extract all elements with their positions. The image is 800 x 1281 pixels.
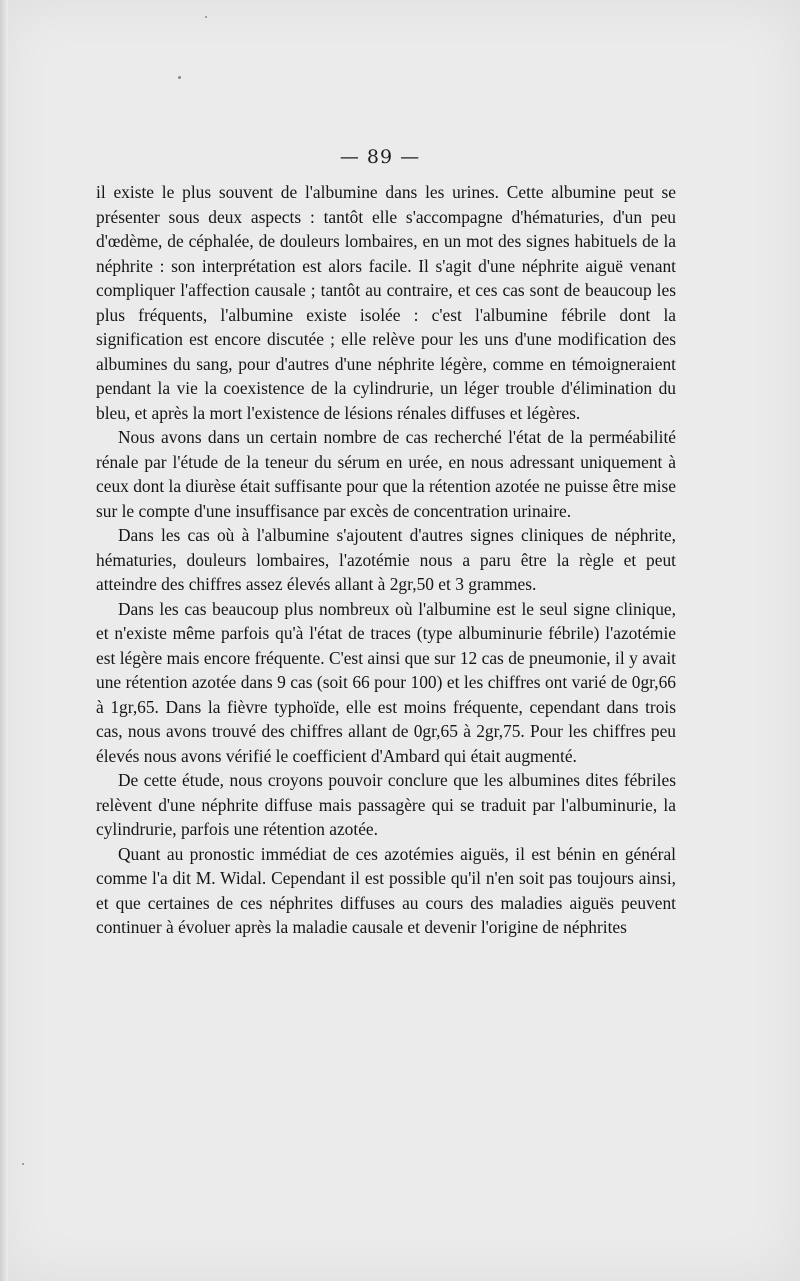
paragraph-1: il existe le plus souvent de l'albumine dans les urines. Cette albumine peut se présenter sous deux aspects : tantôt elle s'accompagne d'hématuries, d'un peu d'œdème, de céphalée, de douleurs lombaires, en un mot des signes habituels de la néphrite : son interprétation est alors facile. Il s'agit d'une néphrite aiguë venant compliquer l'affection causale ; tantôt au contraire, et ces cas sont de beaucoup les plus fréquents, l'albumine existe isolée : c'est l'albumine fébrile dont la signification est encore discutée ; elle relève pour les uns d'une modification des albumines du sang, pour d'autres d'une néphrite légère, comme en témoigneraient pendant la vie la coexistence de la cylindrurie, un léger trouble d'élimination du bleu, et après la mort l'existence de lésions rénales diffuses et légères. [96, 182, 676, 423]
paper-speck [22, 1163, 24, 1165]
paragraph-3: Dans les cas où à l'albumine s'ajoutent d'autres signes cliniques de néphrite, hématuries, douleurs lombaires, l'azotémie nous a paru être la règle et peut atteindre des chiffres assez élevés allant à 2gr,50 et 3 grammes. [96, 525, 676, 594]
page-number: — 89 — [339, 146, 421, 168]
paragraph-6: Quant au pronostic immédiat de ces azotémies aiguës, il est bénin en général comme l'a dit M. Widal. Cependant il est possible qu'il n'en soit pas toujours ainsi, et que certaines de ces néphrites diffuses au cours des maladies aiguës peuvent continuer à évoluer après la maladie causale et devenir l'origine de néphrites [96, 843, 676, 937]
paragraph-4: Dans les cas beaucoup plus nombreux où l'albumine est le seul signe clinique, et n'existe même parfois qu'à l'état de traces (type albuminurie fébrile) l'azotémie est légère mais encore fréquente. C'est ainsi que sur 12 cas de pneumonie, il y avait une rétention azotée dans 9 cas (soit 66 pour 100) et les chiffres ont varié de 0gr,66 à 1gr,65. Dans la fièvre typhoïde, elle est moins fréquente, cependant dans trois cas, nous avons trouvé des chiffres allant de 0gr,65 à 2gr,75. Pour les chiffres peu élevés nous avons vérifié le coefficient d'Ambard qui était augmenté. [96, 598, 676, 766]
paper-speck [178, 76, 181, 79]
page-edge-shadow [0, 0, 8, 1281]
body-text [96, 180, 676, 940]
paragraph-2: Nous avons dans un certain nombre de cas recherché l'état de la perméabilité rénale par l'étude de la teneur du sérum en urée, en nous adressant uniquement à ceux dont la diurèse était suffisante pour que la rétention azotée ne puisse être mise sur le compte d'une insuffisance par excès de concentration urinaire. [96, 427, 676, 521]
paper-speck [205, 16, 207, 18]
paragraph-5: De cette étude, nous croyons pouvoir conclure que les albumines dites fébriles relèvent d'une néphrite diffuse mais passagère qui se traduit par l'albuminurie, la cylindrurie, parfois une rétention azotée. [96, 770, 676, 839]
